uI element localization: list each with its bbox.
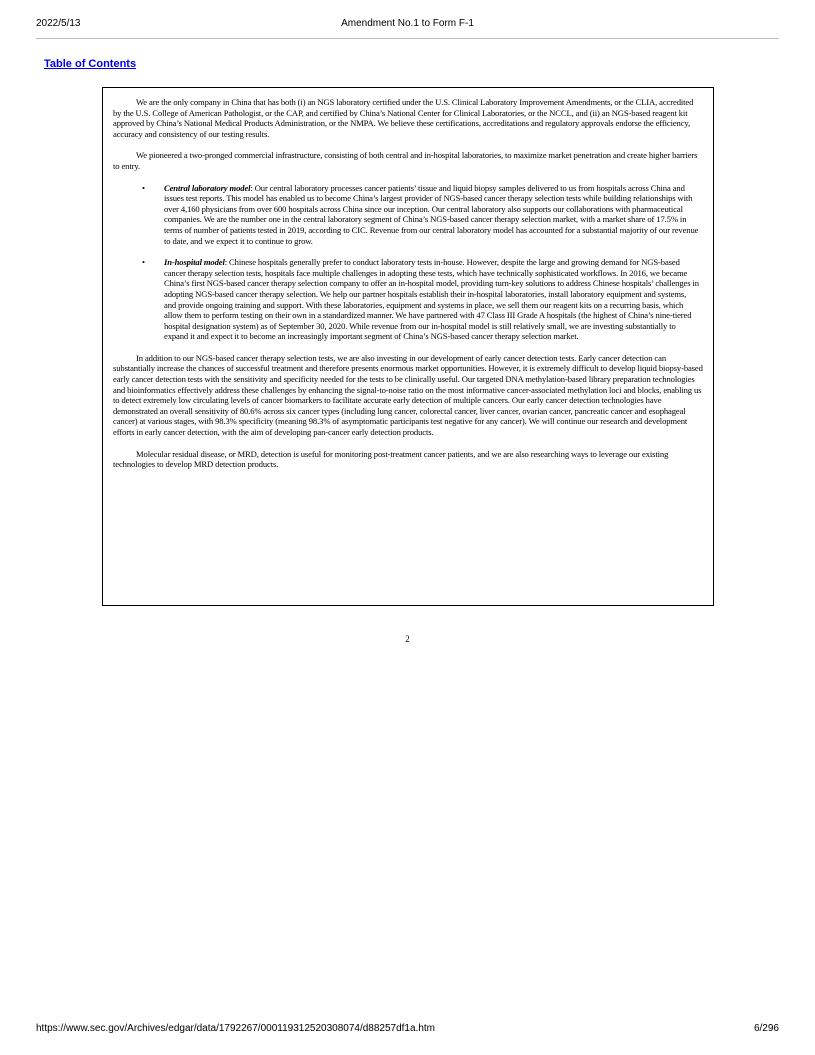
bullet-lead-in-hospital: In-hospital model — [164, 257, 225, 268]
bullet-text-in-hospital: : Chinese hospitals generally prefer to conduct laboratory tests in-house. However, despite the large and growing demand for NGS-based cancer therapy selection tests, hospitals face multiple challenges in adopting these tests, which have technically sophisticated workflows. In 2016, we became China’s first NGS-based cancer therapy selection company to offer an in-hospital model, providing turn-key solutions to address Chinese hospitals’ challenges in adopting NGS-based cancer therapy selection. We help our partner hospitals establish their in-hospital laboratories, install laboratory equipment and systems, and provide ongoing training and support. With these laboratories, equipment and systems in place, we sell them our reagent kits on a recurring basis, which allow them to perform testing on their own in a standardized manner. We have partnered with 47 Class III Grade A hospitals (the highest of China’s nine-tiered hospital designation system) as of September 30, 2020. While revenue from our in-hospital model is still relatively small, we are investing substantially to expand it and expect it to become an increasingly important segment of China’s NGS-based cancer therapy selection market. — [164, 257, 699, 342]
print-date: 2022/5/13 — [36, 18, 81, 29]
bullet-lead-central-laboratory: Central laboratory model — [164, 182, 251, 193]
paragraph-certifications: We are the only company in China that has both (i) an NGS laboratory certified under the U.S. Clinical Laboratory Improvement Amendments, or the CLIA, accredited by the U.S. College of American Pathologist, or the CAP, and certified by China’s National Center for Clinical Laboratories, or the NCCL, and (ii) an NGS-based reagent kit approved by China’s National Medical Products Administration, or the NMPA. We believe these certifications, accreditations and regulatory approvals endorse the efficiency, accuracy and consistency of our testing results. — [113, 97, 694, 139]
bullet-marker: • — [142, 257, 145, 268]
source-url: https://www.sec.gov/Archives/edgar/data/1792267/000119312520308074/d88257df1a.htm — [36, 1023, 435, 1034]
content-box — [102, 87, 714, 606]
document-title: Amendment No.1 to Form F-1 — [341, 18, 474, 29]
paragraph-mrd-detection: Molecular residual disease, or MRD, detection is useful for monitoring post-treatment cancer patients, and we are also researching ways to leverage our existing technologies to develop MRD detection products. — [113, 448, 669, 470]
bullet-marker: • — [142, 182, 145, 193]
bullet-text-central-laboratory: : Our central laboratory processes cancer patients’ tissue and liquid biopsy samples delivered to us from hospitals across China and issues test reports. This model has enabled us to become China’s largest provider of NGS-based cancer therapy selection tests while building relationships with over 4,160 physicians from over 600 hospitals across China since our inception. Our central laboratory also supports our collaborations with pharmaceutical companies. We are the number one in the central laboratory segment of China’s NGS-based cancer therapy selection market, with a market share of 17.5% in terms of number of patients tested in 2019, according to CIC. Revenue from our central laboratory model has accounted for a substantial majority of our revenue to date, and we expect it to continue to grow. — [164, 182, 699, 246]
page-number: 2 — [405, 634, 410, 644]
paragraph-early-cancer-detection: In addition to our NGS-based cancer therapy selection tests, we are also investing in our development of early cancer detection tests. Early cancer detection can substantially increase the chances of successful treatment and therefore presents enormous market opportunities. However, it is extremely difficult to develop liquid biopsy-based early cancer detection tests with the sensitivity and specificity needed for the tests to be clinically useful. Our targeted DNA methylation-based library preparation technologies and bioinformatics effectively address these challenges by enhancing the signal-to-noise ratio on the most informative cancer-associated methylation loci and blocks, enabling us to detect extremely low circulating levels of cancer biomarkers to facilitate accurate early detection of multiple cancers. Our early cancer detection technologies have demonstrated an overall sensitivity of 80.6% across six cancer types (including lung cancer, colorectal cancer, liver cancer, ovarian cancer, pancreatic cancer and esophageal cancer) at various stages, with 98.3% specificity (meaning 98.3% of asymptomatic participants test negative for any cancer). We will continue our research and development efforts in early cancer detection, with the aim of developing pan-cancer early detection products. — [113, 352, 703, 438]
paragraph-commercial-infrastructure: We pioneered a two-pronged commercial infrastructure, consisting of both central and in-hospital laboratories, to maximize market penetration and create higher barriers to entry. — [113, 150, 698, 171]
table-of-contents-link[interactable]: Table of Contents — [44, 58, 137, 70]
bullet-in-hospital — [113, 257, 703, 342]
page-count: 6/296 — [753, 1023, 779, 1034]
print-header — [36, 18, 779, 39]
bullet-central-laboratory — [113, 183, 703, 247]
